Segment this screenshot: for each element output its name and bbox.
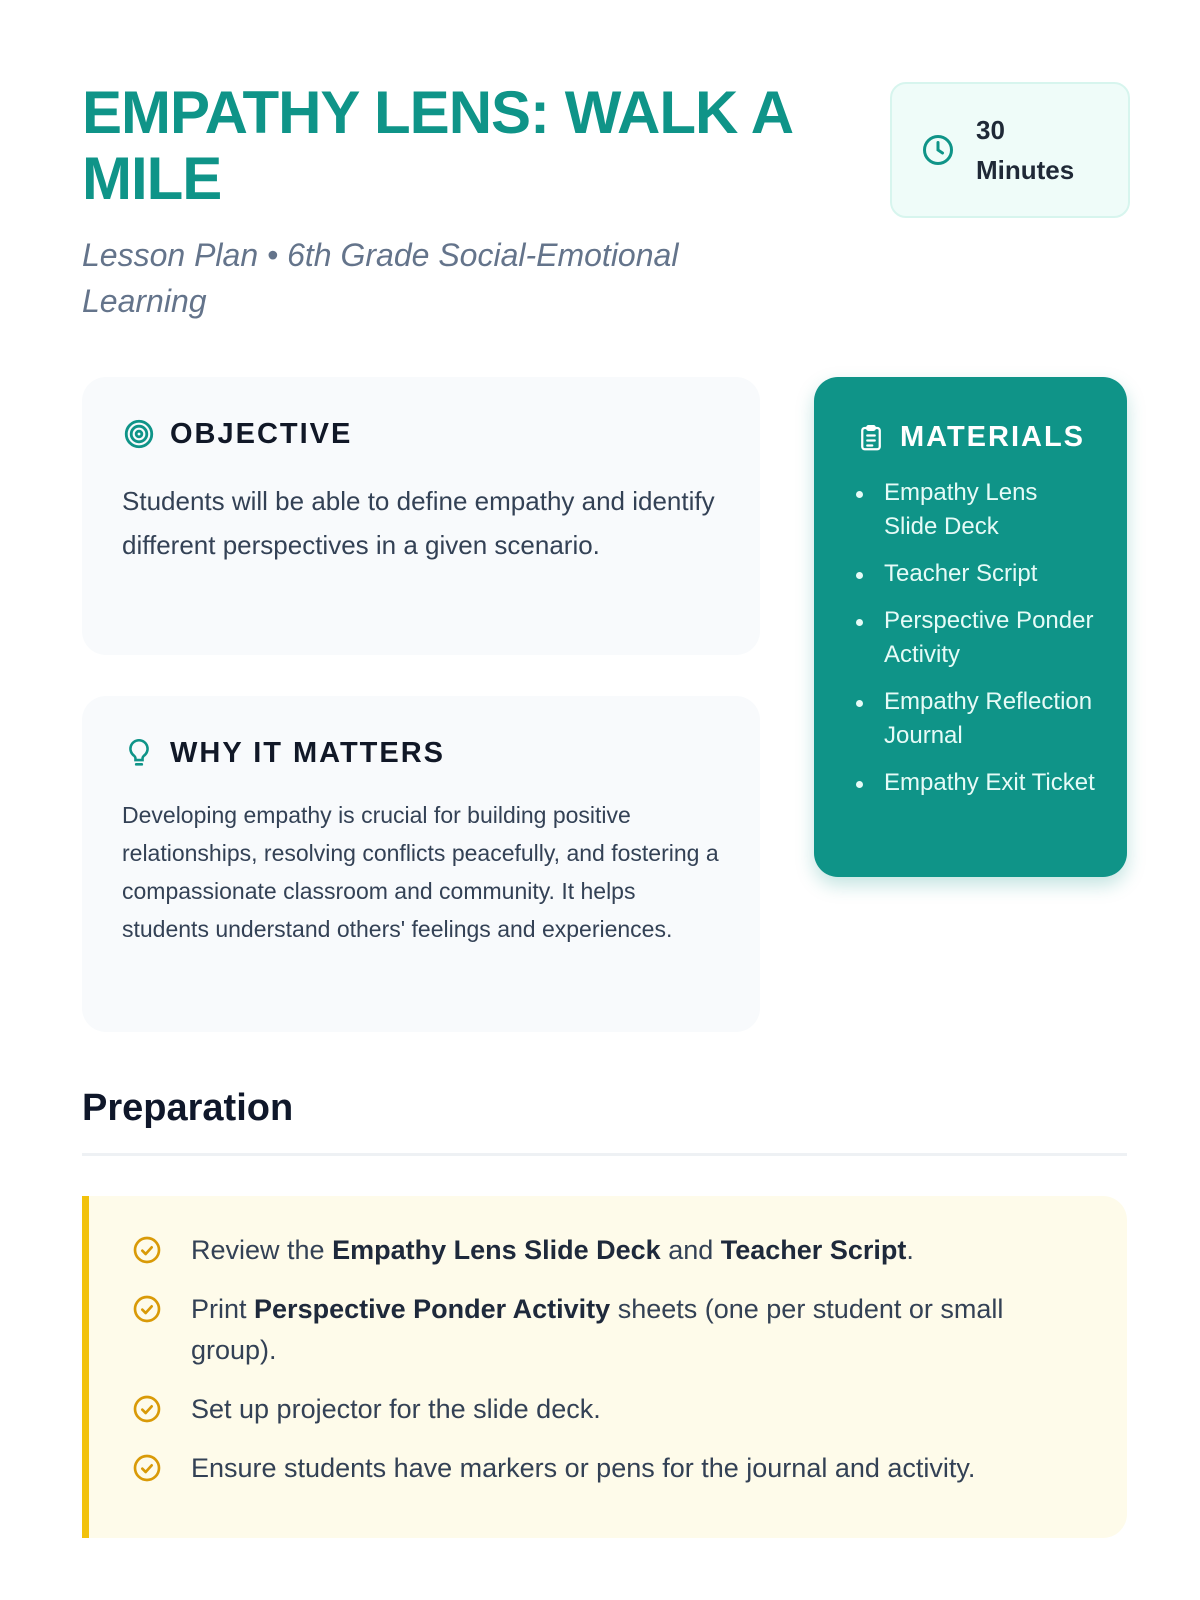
materials-item: Empathy Exit Ticket xyxy=(856,766,1095,800)
clipboard-icon xyxy=(856,423,886,453)
materials-item: Empathy Lens Slide Deck xyxy=(856,476,1095,544)
objective-card xyxy=(82,377,760,655)
clock-icon xyxy=(920,132,956,168)
checklist-text: and xyxy=(660,1235,721,1265)
duration-badge xyxy=(890,82,1130,218)
section-divider xyxy=(82,1153,1127,1156)
materials-item: Perspective Ponder Activity xyxy=(856,604,1095,672)
checklist-item xyxy=(131,1389,1087,1430)
page-title: EMPATHY LENS: WALK A MILE xyxy=(82,79,791,212)
check-circle-icon xyxy=(131,1293,163,1325)
why-it-matters-card xyxy=(82,696,760,1032)
duration-text: 30 Minutes xyxy=(976,115,1075,185)
checklist-text: Review the xyxy=(191,1235,333,1265)
target-icon xyxy=(122,417,156,451)
checklist-item xyxy=(131,1230,1087,1271)
lesson-header xyxy=(82,80,1132,324)
checklist-text: Print xyxy=(191,1294,255,1324)
checklist-text: sheets (one per student or small group). xyxy=(191,1294,1004,1365)
checklist-item xyxy=(131,1289,1087,1371)
checklist-text: Ensure students have markers or pens for the journal and activity. xyxy=(191,1453,976,1483)
preparation-checklist xyxy=(82,1196,1127,1538)
materials-title: MATERIALS xyxy=(900,421,1086,453)
page-subtitle: Lesson Plan • 6th Grade Social-Emotional Learning xyxy=(82,237,679,319)
materials-item: Teacher Script xyxy=(856,557,1095,591)
checklist-bold: Perspective Ponder Activity xyxy=(254,1294,611,1324)
check-circle-icon xyxy=(131,1452,163,1484)
why-title: WHY IT MATTERS xyxy=(170,736,446,769)
checklist-text: . xyxy=(906,1235,914,1265)
preparation-heading: Preparation xyxy=(82,1087,294,1129)
why-text: Developing empathy is crucial for building positive relationships, resolving conflicts peacefully, and fostering a compassionate classroom and community. It helps students understand others' feelings and experiences. xyxy=(122,802,719,942)
check-circle-icon xyxy=(131,1234,163,1266)
checklist-bold: Teacher Script xyxy=(720,1235,907,1265)
materials-list xyxy=(856,476,1095,800)
materials-item: Empathy Reflection Journal xyxy=(856,685,1095,753)
objective-title: OBJECTIVE xyxy=(170,417,353,450)
objective-text: Students will be able to define empathy and identify different perspectives in a given scenario. xyxy=(122,486,715,560)
materials-card xyxy=(814,377,1127,877)
checklist-bold: Empathy Lens Slide Deck xyxy=(332,1235,661,1265)
checklist-text: Set up projector for the slide deck. xyxy=(191,1394,601,1424)
check-circle-icon xyxy=(131,1393,163,1425)
lightbulb-icon xyxy=(122,736,156,770)
checklist-item xyxy=(131,1448,1087,1489)
